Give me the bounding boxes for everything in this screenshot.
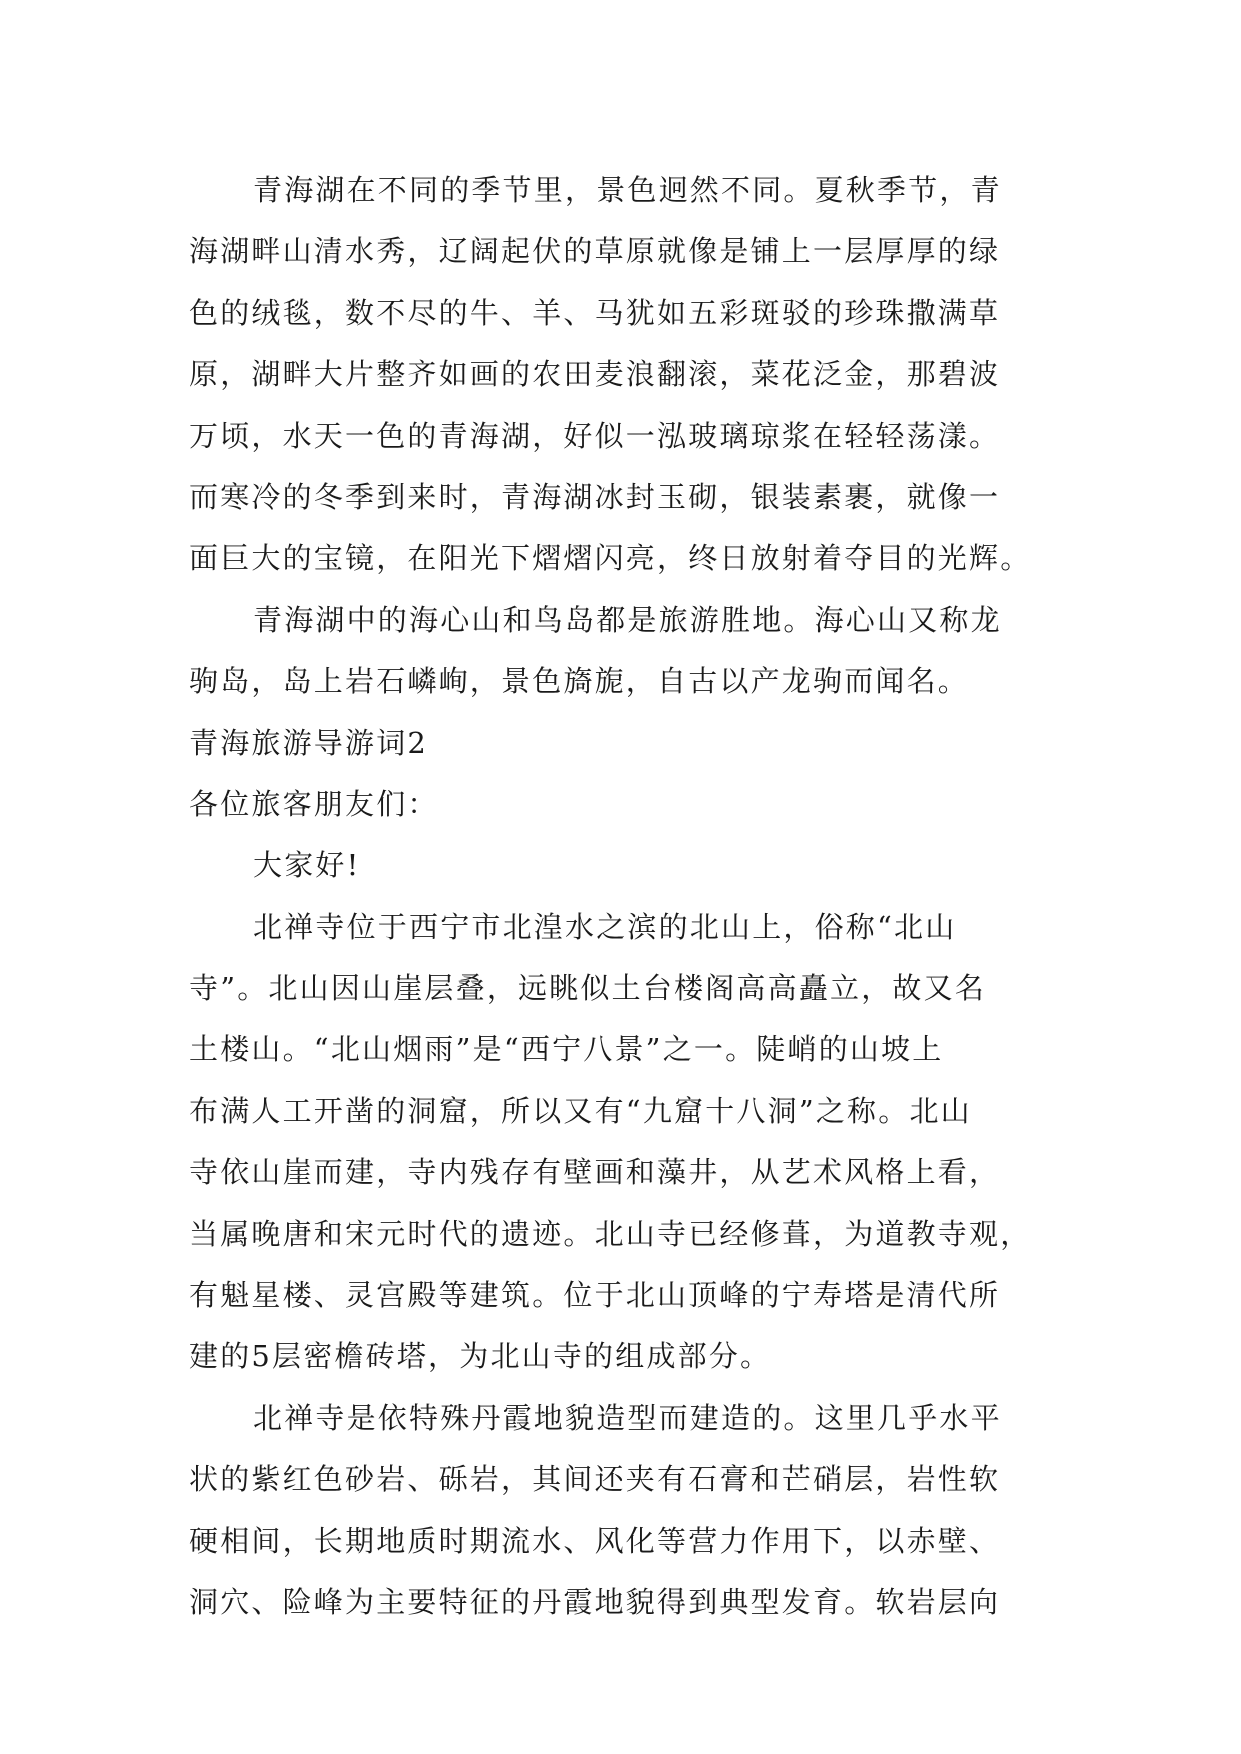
text-line: 驹岛，岛上岩石嶙峋，景色旖旎，自古以产龙驹而闻名。 bbox=[189, 664, 970, 699]
text-line: 寺依山崖而建，寺内残存有壁画和藻井，从艺术风格上看， bbox=[189, 1155, 1001, 1190]
paragraph-first-line: 北禅寺位于西宁市北湟水之滨的北山上，俗称“北山 bbox=[253, 909, 957, 944]
text-line: 色的绒毯，数不尽的牛、羊、马犹如五彩斑驳的珍珠撒满草 bbox=[189, 295, 1001, 330]
text-line: 当属晚唐和宋元时代的遗迹。北山寺已经修葺，为道教寺观， bbox=[189, 1216, 1032, 1251]
paragraph-first-line: 大家好! bbox=[253, 848, 361, 883]
text-line: 洞穴、险峰为主要特征的丹霞地貌得到典型发育。软岩层向 bbox=[189, 1584, 1001, 1619]
text-line: 而寒冷的冬季到来时，青海湖冰封玉砌，银装素裹，就像一 bbox=[189, 479, 1001, 514]
document-body bbox=[189, 160, 1059, 1633]
text-line: 状的紫红色砂岩、砾岩，其间还夹有石膏和芒硝层，岩性软 bbox=[189, 1462, 1001, 1497]
text-line: 硬相间，长期地质时期流水、风化等营力作用下，以赤壁、 bbox=[189, 1523, 1001, 1558]
text-line: 土楼山。“北山烟雨”是“西宁八景”之一。陡峭的山坡上 bbox=[189, 1032, 944, 1067]
text-line: 青海旅游导游词2 bbox=[189, 725, 429, 760]
text-line: 原，湖畔大片整齐如画的农田麦浪翻滚，菜花泛金，那碧波 bbox=[189, 357, 1001, 392]
text-line: 各位旅客朋友们： bbox=[189, 786, 439, 821]
text-line: 海湖畔山清水秀，辽阔起伏的草原就像是铺上一层厚厚的绿 bbox=[189, 234, 1001, 269]
text-line: 面巨大的宝镜，在阳光下熠熠闪亮，终日放射着夺目的光辉。 bbox=[189, 541, 1032, 576]
text-line: 建的5层密檐砖塔，为北山寺的组成部分。 bbox=[189, 1339, 772, 1374]
paragraph-first-line: 北禅寺是依特殊丹霞地貌造型而建造的。这里几乎水平 bbox=[253, 1400, 1002, 1435]
paragraph-first-line: 青海湖中的海心山和鸟岛都是旅游胜地。海心山又称龙 bbox=[253, 602, 1002, 637]
text-line: 万顷，水天一色的青海湖，好似一泓玻璃琼浆在轻轻荡漾。 bbox=[189, 418, 1001, 453]
text-line: 有魁星楼、灵宫殿等建筑。位于北山顶峰的宁寿塔是清代所 bbox=[189, 1278, 1001, 1313]
paragraph-first-line: 青海湖在不同的季节里，景色迥然不同。夏秋季节，青 bbox=[253, 173, 1002, 207]
text-line: 布满人工开凿的洞窟，所以又有“九窟十八洞”之称。北山 bbox=[189, 1093, 972, 1128]
text-line: 寺”。北山因山崖层叠，远眺似土台楼阁高高矗立，故又名 bbox=[189, 971, 987, 1006]
